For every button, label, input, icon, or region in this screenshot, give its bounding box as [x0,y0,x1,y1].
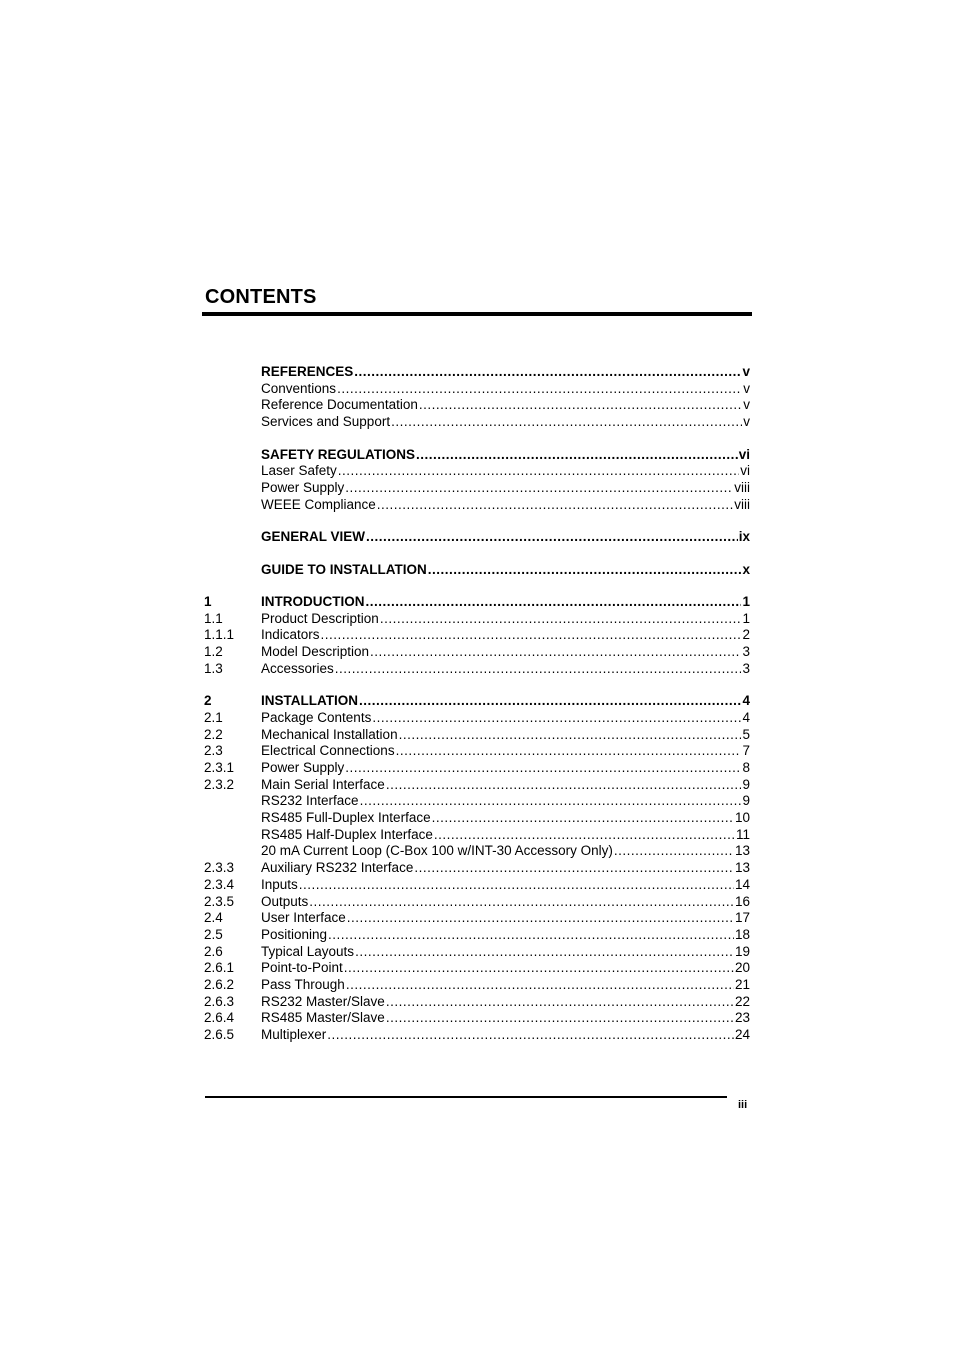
toc-dot-leader [359,693,741,710]
toc-entry[interactable] [204,777,750,794]
toc-entry-number: 1.3 [204,660,223,676]
toc-entry[interactable] [204,397,750,414]
toc-entry-page: 9 [742,776,750,792]
toc-entry-page: v [743,414,750,430]
toc-entry[interactable] [204,793,750,810]
toc-entry[interactable] [204,927,750,944]
toc-entry-number: 2.3.4 [204,876,235,892]
toc-entry-title: RS232 Interface [261,793,359,809]
toc-entry-page: viii [734,496,750,512]
toc-entry-number: 2.6.4 [204,1010,235,1026]
toc-entry-line [261,793,750,810]
toc-entry-title: Inputs [261,876,298,892]
toc-entry[interactable] [204,364,750,381]
toc-entry-page: 5 [742,726,750,742]
toc-entry-page: 24 [734,1027,750,1043]
toc-entry-title: Reference Documentation [261,397,418,413]
toc-entry-page: viii [734,479,750,495]
toc-entry[interactable] [204,743,750,760]
toc-dot-leader [372,710,741,727]
toc-entry-number: 2.6.1 [204,960,235,976]
toc-entry-page: 22 [734,993,750,1009]
toc-entry-line [261,877,750,894]
toc-entry-title: Power Supply [261,479,345,495]
toc-dot-leader [380,611,742,628]
toc-entry-number: 2 [204,693,212,709]
toc-entry-page: 13 [734,843,750,859]
toc-entry-page: 21 [734,976,750,992]
toc-entry[interactable] [204,1027,750,1044]
toc-entry-number: 1 [204,594,212,610]
toc-entry-page: 3 [742,644,750,660]
toc-entry[interactable] [204,661,750,678]
toc-entry-line [261,810,750,827]
toc-dot-leader [614,843,734,860]
toc-entry[interactable] [204,611,750,628]
toc-entry-line [261,894,750,911]
toc-entry-page: 13 [734,860,750,876]
toc-entry-title: GENERAL VIEW [261,529,366,545]
toc-entry-number: 2.6.2 [204,976,235,992]
toc-entry-line [261,611,750,628]
toc-dot-leader [299,877,734,894]
toc-entry-title: Laser Safety [261,463,337,479]
toc-entry-line [261,661,750,678]
footer-divider [205,1096,727,1098]
toc-entry-number: 2.6.3 [204,993,235,1009]
toc-entry-title: Point-to-Point [261,960,343,976]
toc-entry-page: v [743,397,750,413]
toc-entry-title: Typical Layouts [261,943,355,959]
toc-entry-page: x [742,561,750,577]
toc-entry[interactable] [204,463,750,480]
toc-spacer [204,513,750,529]
toc-entry-line [261,1027,750,1044]
toc-entry[interactable] [204,497,750,514]
toc-entry-number: 1.1 [204,610,223,626]
toc-entry-title: Package Contents [261,709,372,725]
toc-entry-line [261,693,750,710]
toc-entry-page: 1 [742,610,750,626]
toc-entry[interactable] [204,994,750,1011]
toc-entry-line [261,414,750,431]
toc-entry-title: User Interface [261,910,346,926]
table-of-contents [204,364,750,1044]
toc-entry-line [261,860,750,877]
title-divider [202,312,752,316]
toc-entry-page: 20 [734,960,750,976]
toc-entry-page: 19 [734,943,750,959]
toc-dot-leader [360,793,742,810]
toc-entry[interactable] [204,810,750,827]
toc-entry[interactable] [204,480,750,497]
toc-entry-line [261,480,750,497]
toc-entry-title: SAFETY REGULATIONS [261,446,416,462]
toc-entry-title: Mechanical Installation [261,726,398,742]
toc-entry-line [261,994,750,1011]
toc-entry-line [261,397,750,414]
toc-entry-line [261,910,750,927]
toc-entry-number: 2.1 [204,709,223,725]
toc-entry-title: Product Description [261,610,379,626]
toc-entry-title: Positioning [261,926,328,942]
toc-entry-page: v [743,380,750,396]
toc-dot-leader [370,644,741,661]
toc-dot-leader [432,810,734,827]
toc-entry-line [261,710,750,727]
toc-entry-line [261,1010,750,1027]
toc-dot-leader [386,994,734,1011]
toc-entry-number: 2.3 [204,743,223,759]
toc-entry-line [261,927,750,944]
toc-dot-leader [337,381,742,398]
toc-dot-leader [347,910,734,927]
toc-dot-leader [327,1027,734,1044]
toc-entry-line [261,977,750,994]
toc-entry-title: RS485 Master/Slave [261,1010,385,1026]
toc-entry[interactable] [204,562,750,579]
toc-entry[interactable] [204,644,750,661]
toc-entry-page: 10 [734,810,750,826]
toc-dot-leader [391,414,742,431]
toc-dot-leader [399,727,742,744]
toc-entry[interactable] [204,1010,750,1027]
toc-entry-number: 2.3.3 [204,860,235,876]
toc-entry-title: Main Serial Interface [261,776,385,792]
toc-entry-page: 23 [734,1010,750,1026]
toc-entry-title: WEEE Compliance [261,496,376,512]
toc-dot-leader [309,894,734,911]
toc-entry-page: 16 [734,893,750,909]
toc-dot-leader [416,447,738,464]
toc-entry-line [261,743,750,760]
toc-entry-title: Conventions [261,380,337,396]
toc-entry[interactable] [204,414,750,431]
toc-entry-title: REFERENCES [261,364,354,379]
toc-entry-page: ix [738,529,750,545]
page-title: CONTENTS [205,286,317,308]
toc-dot-leader [386,1010,734,1027]
toc-entry-page: 11 [735,826,750,842]
toc-entry[interactable] [204,894,750,911]
toc-entry-title: RS232 Master/Slave [261,993,385,1009]
toc-entry[interactable] [204,843,750,860]
toc-entry-title: Electrical Connections [261,743,395,759]
toc-dot-leader [338,463,739,480]
toc-entry-line [261,827,750,844]
toc-entry-page: 4 [742,693,750,709]
toc-entry-line [261,562,750,579]
toc-entry-line [261,497,750,514]
toc-entry-number: 2.5 [204,926,223,942]
toc-entry-line [261,760,750,777]
toc-entry-line [261,364,750,381]
toc-entry[interactable] [204,447,750,464]
toc-entry-title: Accessories [261,660,334,676]
toc-entry-page: 8 [742,760,750,776]
toc-spacer [204,578,750,594]
toc-entry[interactable] [204,944,750,961]
toc-entry-number: 2.3.2 [204,776,235,792]
toc-entry-number: 2.2 [204,726,223,742]
toc-entry-line [261,381,750,398]
toc-entry-number: 2.3.1 [204,760,235,776]
toc-entry[interactable] [204,827,750,844]
toc-entry-line [261,594,750,611]
toc-entry[interactable] [204,594,750,611]
toc-entry-title: Outputs [261,893,309,909]
toc-dot-leader [321,627,742,644]
toc-entry-title: Indicators [261,627,320,643]
toc-entry-page: 2 [742,627,750,643]
toc-entry-line [261,944,750,961]
toc-dot-leader [345,760,741,777]
toc-entry-title: Services and Support [261,414,391,430]
toc-entry-line [261,463,750,480]
toc-entry-title: GUIDE TO INSTALLATION [261,561,427,577]
toc-entry-number: 2.3.5 [204,893,235,909]
toc-entry-title: RS485 Half-Duplex Interface [261,826,433,842]
toc-entry-page: 18 [734,926,750,942]
toc-dot-leader [346,977,734,994]
toc-entry-title: RS485 Full-Duplex Interface [261,810,431,826]
toc-dot-leader [355,944,734,961]
toc-dot-leader [377,497,733,514]
toc-entry-number: 2.6.5 [204,1027,235,1043]
toc-dot-leader [396,743,742,760]
toc-entry-page: 14 [734,876,750,892]
toc-entry-title: Model Description [261,644,370,660]
toc-entry-line [261,960,750,977]
toc-entry[interactable] [204,710,750,727]
toc-entry-title: Auxiliary RS232 Interface [261,860,414,876]
toc-dot-leader [414,860,734,877]
toc-entry[interactable] [204,627,750,644]
toc-dot-leader [428,562,742,579]
toc-entry-title: INSTALLATION [261,693,358,709]
toc-entry-number: 1.2 [204,644,223,660]
toc-entry[interactable] [204,760,750,777]
toc-dot-leader [366,594,742,611]
toc-dot-leader [328,927,734,944]
toc-entry-number: 2.6 [204,943,223,959]
toc-entry-title: Power Supply [261,760,345,776]
toc-entry-page: 9 [742,793,750,809]
toc-dot-leader [354,364,741,381]
toc-entry-title: 20 mA Current Loop (C-Box 100 w/INT-30 Accessory Only) [261,843,613,859]
toc-dot-leader [434,827,735,844]
toc-entry-page: 17 [734,910,750,926]
toc-entry-line [261,529,750,546]
toc-entry-page: 3 [742,660,750,676]
toc-entry-page: 4 [742,709,750,725]
toc-entry-title: INTRODUCTION [261,594,365,610]
toc-spacer [204,431,750,447]
toc-entry-number: 1.1.1 [204,627,235,643]
toc-entry[interactable] [204,529,750,546]
toc-entry-line [261,644,750,661]
toc-entry-page: v [742,364,750,379]
toc-entry-line [261,447,750,464]
toc-entry-page: vi [740,463,750,479]
footer-page-number: iii [738,1099,748,1111]
toc-entry[interactable] [204,977,750,994]
toc-entry-page: vi [738,446,750,462]
toc-dot-leader [344,960,734,977]
toc-dot-leader [366,529,738,546]
toc-dot-leader [345,480,733,497]
toc-dot-leader [335,661,742,678]
toc-entry[interactable] [204,910,750,927]
toc-entry-page: 7 [742,743,750,759]
toc-entry-title: Pass Through [261,976,345,992]
toc-entry-title: Multiplexer [261,1027,327,1043]
toc-entry-line [261,627,750,644]
toc-dot-leader [419,397,742,414]
toc-entry-line [261,777,750,794]
toc-entry-page: 1 [742,594,750,610]
toc-entry[interactable] [204,693,750,710]
toc-entry[interactable] [204,877,750,894]
toc-dot-leader [386,777,742,794]
toc-entry[interactable] [204,860,750,877]
toc-entry-number: 2.4 [204,910,223,926]
toc-spacer [204,678,750,694]
toc-entry-line [261,843,750,860]
toc-spacer [204,546,750,562]
toc-entry-line [261,727,750,744]
toc-entry[interactable] [204,960,750,977]
toc-entry[interactable] [204,727,750,744]
toc-entry[interactable] [204,381,750,398]
